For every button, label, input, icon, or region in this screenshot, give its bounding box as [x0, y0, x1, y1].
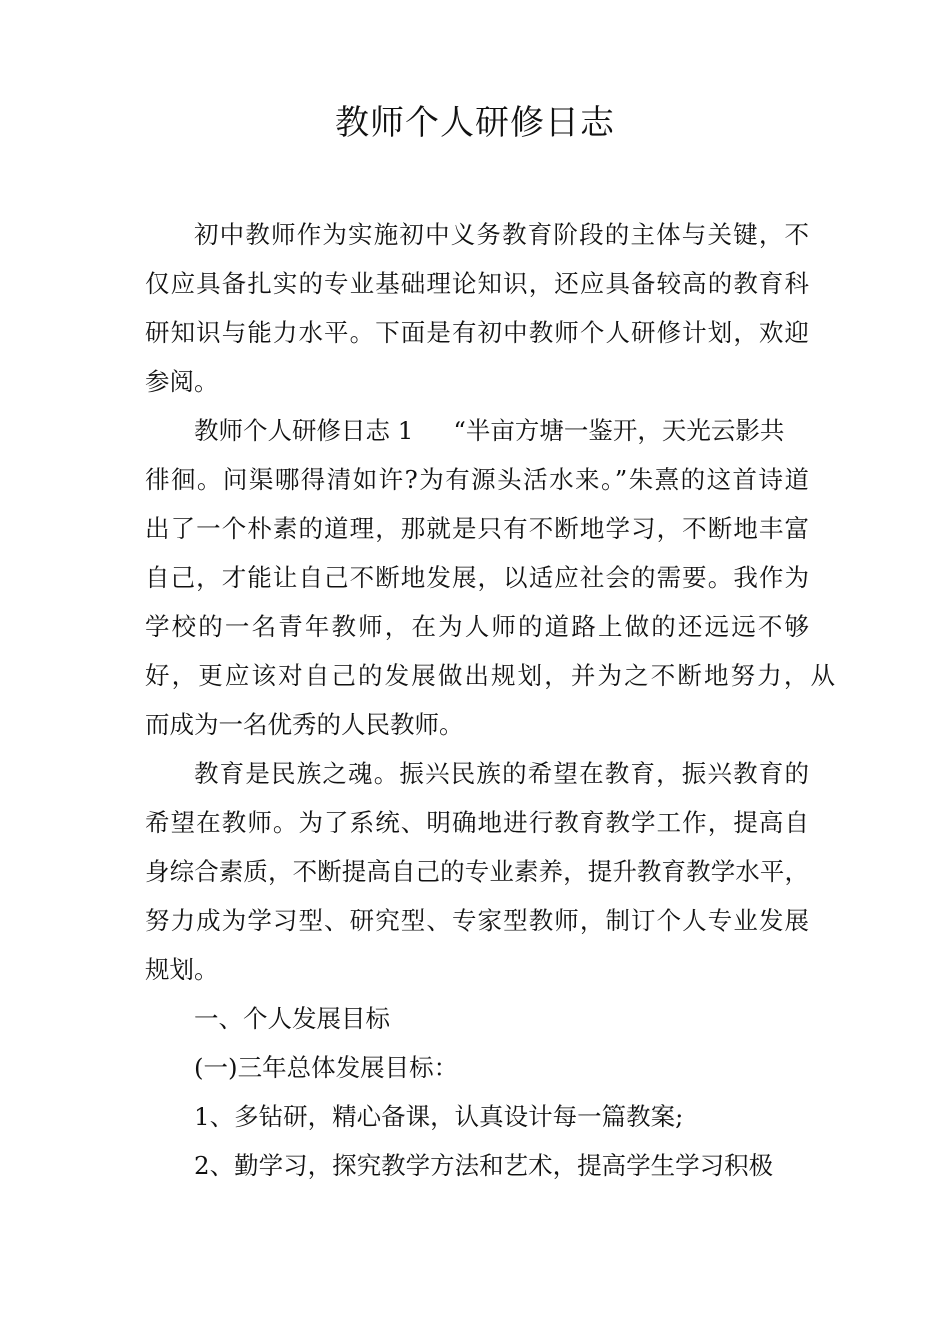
text-line: 初中教师作为实施初中义务教育阶段的主体与关键，不	[194, 220, 809, 249]
paragraph-education	[145, 749, 809, 994]
text-line	[145, 406, 809, 455]
quote-text: “半亩方塘一鉴开，天光云影共	[453, 416, 785, 445]
subsection-heading: (一)三年总体发展目标：	[194, 1053, 459, 1082]
text-line: 徘徊。问渠哪得清如许?为有源头活水来。”朱熹的这首诗道	[145, 465, 809, 494]
document-body	[145, 210, 835, 1190]
text-line: 学校的一名青年教师，在为人师的道路上做的还远远不够	[145, 612, 809, 641]
text-line: 自己，才能让自己不断地发展，以适应社会的需要。我作为	[145, 563, 809, 592]
section-heading-goals: 一、个人发展目标	[194, 1004, 390, 1033]
text-line: 而成为一名优秀的人民教师。	[145, 710, 464, 739]
list-item: 2、勤学习，探究教学方法和艺术，提高学生学习积极	[194, 1151, 774, 1180]
text-line: 参阅。	[145, 367, 219, 396]
text-line: 努力成为学习型、研究型、专家型教师，制订个人专业发展	[145, 906, 809, 935]
text-line: 教育是民族之魂。振兴民族的希望在教育，振兴教育的	[194, 759, 809, 788]
text-line: 研知识与能力水平。下面是有初中教师个人研修计划，欢迎	[145, 318, 809, 347]
text-line: 希望在教师。为了系统、明确地进行教育教学工作，提高自	[145, 808, 809, 837]
document-title: 教师个人研修日志	[335, 103, 615, 143]
text-line: 仅应具备扎实的专业基础理论知识，还应具备较高的教育科	[145, 269, 809, 298]
text-line: 出了一个朴素的道理，那就是只有不断地学习，不断地丰富	[145, 514, 809, 543]
paragraph-journal-1	[145, 406, 835, 749]
text-line: 好，更应该对自己的发展做出规划，并为之不断地努力，从	[145, 661, 835, 690]
text-line: 规划。	[145, 955, 219, 984]
list-item: 1、多钻研，精心备课，认真设计每一篇教案;	[194, 1102, 684, 1131]
paragraph-intro	[145, 210, 809, 406]
text-line: 身综合素质，不断提高自己的专业素养，提升教育教学水平，	[145, 857, 809, 886]
section-heading: 教师个人研修日志 1	[194, 416, 414, 445]
